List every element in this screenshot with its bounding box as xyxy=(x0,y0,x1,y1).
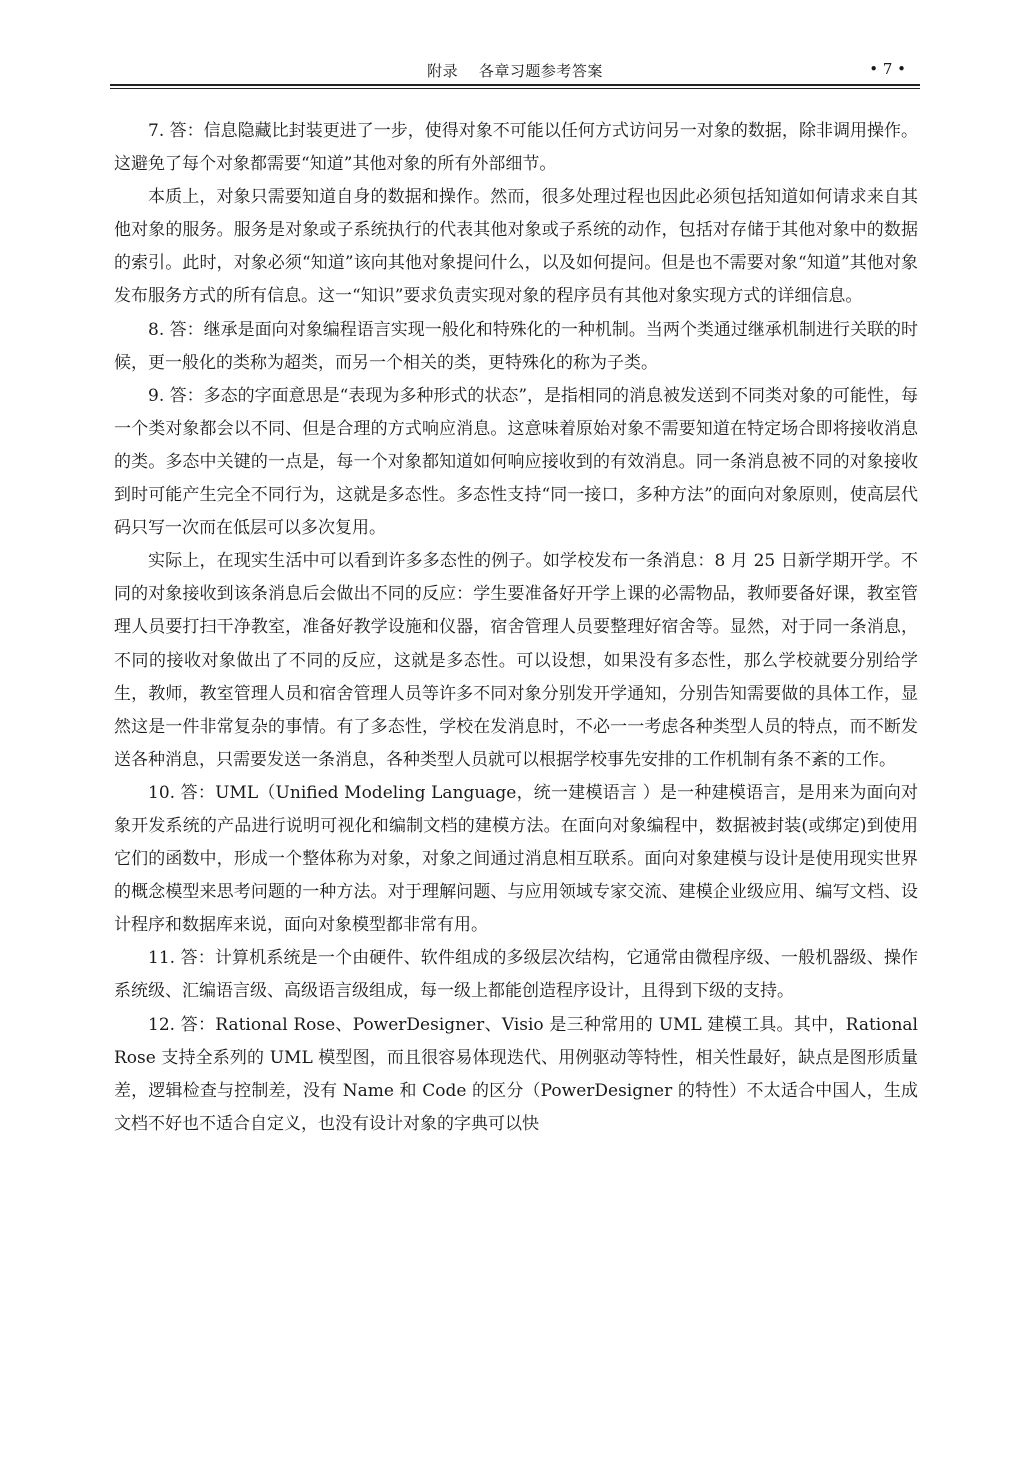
answer-10-paragraph: 10. 答：UML（Unified Modeling Language，统一建模语言 ）是一种建模语言，是用来为面向对象开发系统的产品进行说明可视化和编制文档的建模方法。在面向对象编程中，数据被封装(或绑定)到使用它们的函数中，形成一个整体称为对象，对象之间通过消息相互联系。面向对象建模与设计是使用现实世界的概念模型来思考问题的一种方法。对于理解问题、与应用领域专家交流、建模企业级应用、编写文档、设计程序和数据库来说，面向对象模型都非常有用。 xyxy=(114,782,918,936)
answer-11-paragraph: 11. 答：计算机系统是一个由硬件、软件组成的多级层次结构，它通常由微程序级、一般机器级、操作系统级、汇编语言级、高级语言级组成，每一级上都能创造程序设计，且得到下级的支持。 xyxy=(114,948,918,1002)
answer-7-continued-paragraph: 本质上，对象只需要知道自身的数据和操作。然而，很多处理过程也因此必须包括知道如何请求来自其他对象的服务。服务是对象或子系统执行的代表其他对象或子系统的动作，包括对存储于其他对象中的数据的索引。此时，对象必须“知道”该向其他对象提问什么，以及如何提问。但是也不需要对象“知道”其他对象发布服务方式的所有信息。这一“知识”要求负责实现对象的程序员有其他对象实现方式的详细信息。 xyxy=(114,187,918,307)
answer-8-paragraph: 8. 答：继承是面向对象编程语言实现一般化和特殊化的一种机制。当两个类通过继承机制进行关联的时候，更一般化的类称为超类，而另一个相关的类，更特殊化的称为子类。 xyxy=(114,319,918,373)
answer-body xyxy=(114,115,918,1141)
answer-9-paragraph: 9. 答：多态的字面意思是“表现为多种形式的状态”，是指相同的消息被发送到不同类对象的可能性，每一个类对象都会以不同、但是合理的方式响应消息。这意味着原始对象不需要知道在特定场合即将接收消息的类。多态中关键的一点是，每一个对象都知道如何响应接收到的有效消息。同一条消息被不同的对象接收到时可能产生完全不同行为，这就是多态性。多态性支持“同一接口，多种方法”的面向对象原则，使高层代码只写一次而在低层可以多次复用。 xyxy=(114,385,919,539)
answer-12-paragraph: 12. 答：Rational Rose、PowerDesigner、Visio 是三种常用的 UML 建模工具。其中，Rational Rose 支持全系列的 UML 模型图，而且很容易体现迭代、用例驱动等特性，相关性最好，缺点是图形质量差，逻辑检查与控制差，没有 Name 和 Code 的区分（PowerDesigner 的特性）不太适合中国人，生成文档不好也不适合自定义，也没有设计对象的字典可以快 xyxy=(114,1014,918,1134)
answer-7-paragraph: 7. 答：信息隐藏比封装更进了一步，使得对象不可能以任何方式访问另一对象的数据，除非调用操作。这避免了每个对象都需要“知道”其他对象的所有外部细节。 xyxy=(114,121,918,175)
running-header-title: 附录 各章习题参考答案 xyxy=(427,62,603,80)
page-number: • 7 • xyxy=(869,60,906,78)
header-rule-thick xyxy=(110,84,920,86)
answer-9-example-paragraph: 实际上，在现实生活中可以看到许多多态性的例子。如学校发布一条消息：8 月 25 日新学期开学。不同的对象接收到该条消息后会做出不同的反应：学生要准备好开学上课的必需物品，教师要备好课，教室管理人员要打扫干净教室，准备好教学设施和仪器，宿舍管理人员要整理好宿舍等。显然，对于同一条消息，不同的接收对象做出了不同的反应，这就是多态性。可以设想，如果没有多态性，那么学校就要分别给学生，教师，教室管理人员和宿舍管理人员等许多不同对象分别发开学通知，分别告知需要做的具体工作，显然这是一件非常复杂的事情。有了多态性，学校在发消息时，不必一一考虑各种类型人员的特点，而不断发送各种消息，只需要发送一条消息，各种类型人员就可以根据学校事先安排的工作机制有条不紊的工作。 xyxy=(114,551,918,770)
page-header xyxy=(110,58,920,88)
header-rule-thin xyxy=(110,88,920,89)
